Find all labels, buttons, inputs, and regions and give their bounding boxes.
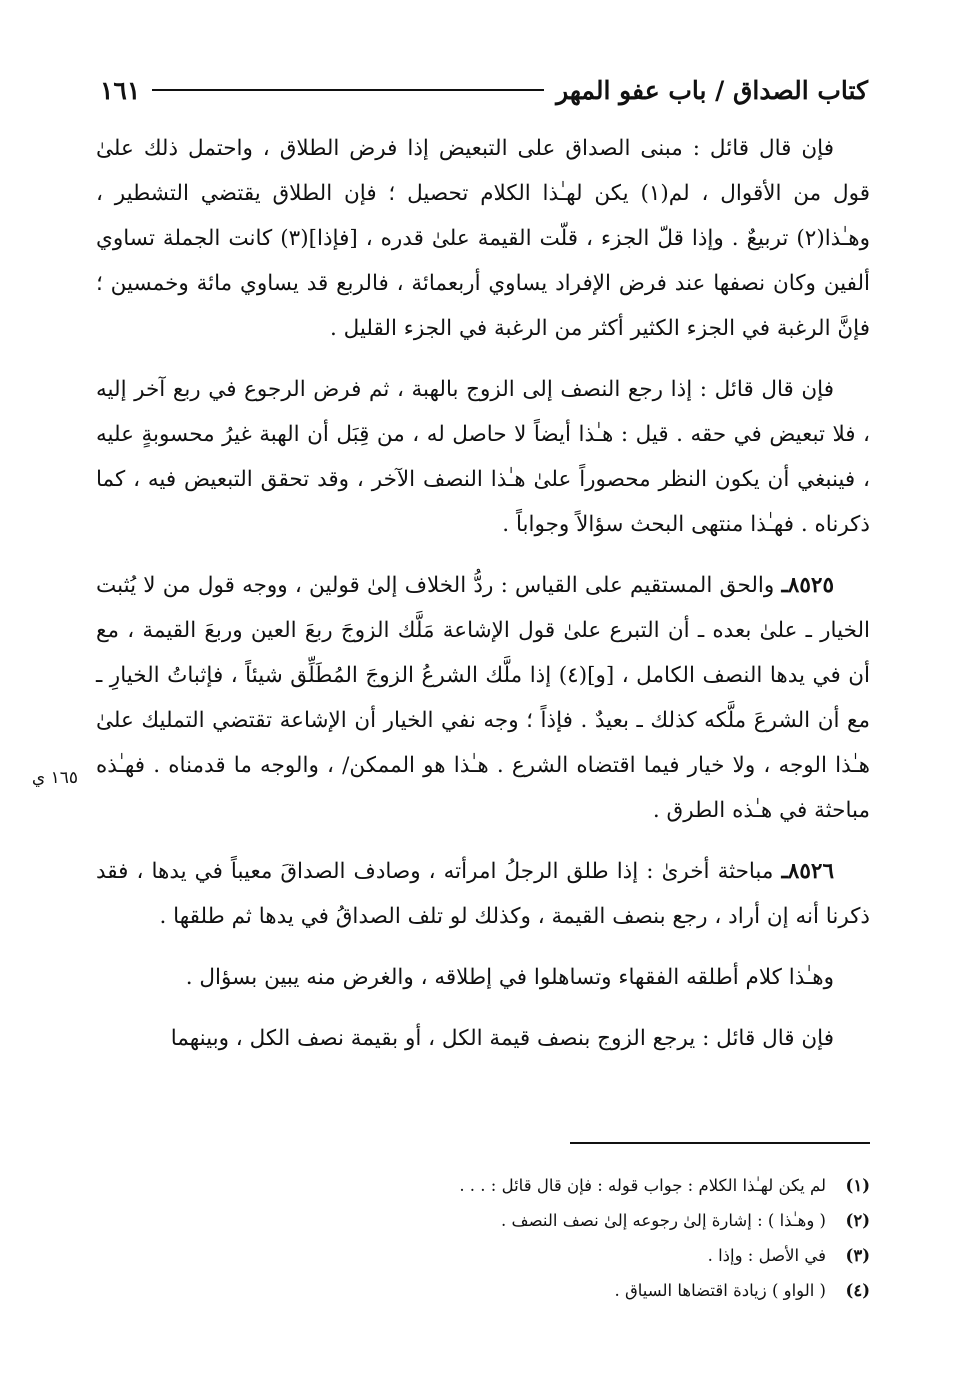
paragraph-text: وهـٰذا كلام أطلقه الفقهاء وتساهلوا في إطلاقه ، والغرض منه يبين بسؤال . xyxy=(185,965,834,990)
footnote xyxy=(300,1238,870,1273)
footnote-number: (١) xyxy=(845,1176,870,1195)
paragraph xyxy=(96,126,870,351)
footnote-text: ( وهـٰذا ) : إشارة إلىٰ رجوعه إلىٰ نصف النصف . xyxy=(501,1211,826,1230)
paragraph xyxy=(96,367,870,547)
footnote xyxy=(300,1168,870,1203)
paragraph-number: ٨٥٢٦ـ xyxy=(781,859,834,884)
paragraph-text: مباحثة أخرىٰ : إذا طلق الرجلُ امرأته ، وصادف الصداقَ معيباً في يدها ، فقد ذكرنا أنه إن أراد ، رجع بنصف القيمة ، وكذلك لو تلف الصداقُ في يدها ثم طلقها . xyxy=(96,859,870,929)
paragraph-text: فإن قال قائل : يرجع الزوج بنصف قيمة الكل ، أو بقيمة نصف الكل ، وبينهما xyxy=(170,1026,834,1051)
footnotes xyxy=(300,1168,870,1308)
paragraph-number: ٨٥٢٥ـ xyxy=(781,573,834,598)
footnote-rule xyxy=(570,1142,870,1144)
paragraph-text: فإن قال قائل : إذا رجع النصف إلى الزوج بالهبة ، ثم فرض الرجوع في ربع آخر إليه ، فلا تبعيض في حقه . قيل : هـٰذا أيضاً لا حاصل له ، من قِبَل أن الهبة غيرُ محسوبةٍ عليه ، فينبغي أن يكون النظر محصوراً علىٰ هـٰذا النصف الآخر ، وقد تحقق التبعيض فيه ، كما ذكرناه . فهـٰذا منتهى البحث سؤالاً وجواباً . xyxy=(96,377,870,537)
footnote-text: في الأصل : وإذا . xyxy=(707,1246,826,1265)
footnote xyxy=(300,1203,870,1238)
paragraph xyxy=(96,563,870,833)
footnote-number: (٣) xyxy=(845,1246,870,1265)
paragraph xyxy=(96,849,870,939)
footnote-text: لم يكن لهـٰذا الكلام : جواب قوله : فإن قال قائل : . . . xyxy=(459,1176,826,1195)
paragraph-text: والحق المستقيم على القياس : ردُّ الخلاف إلىٰ قولين ، ووجه قول من لا يُثبت الخيار ـ علىٰ بعده ـ أن التبرع علىٰ قول الإشاعة مَلَّك الزوجَ ربعَ العين وربعَ القيمة ، مع أن في يدها النصف الكامل ، [و](٤) إذا ملَّك الشرعُ الزوجَ المُطَلِّق شيئاً ، فإثباتُ الخيارِ ـ مع أن الشرعَ ملَّكه كذلك ـ بعيدٌ . فإذاً ؛ وجه نفي الخيار أن الإشاعة تقتضي التمليك علىٰ هـٰذا الوجه ، ولا خيار فيما اقتضاه الشرع . هـٰذا هو الممكن/ ، والوجه ما قدمناه . فهـٰذه مباحثة في هـٰذه الطرق . xyxy=(96,573,870,823)
body-text xyxy=(96,126,870,1061)
footnote-number: (٢) xyxy=(845,1211,870,1230)
footnote-number: (٤) xyxy=(845,1281,870,1300)
header-rule xyxy=(152,89,544,91)
footnote-text: ( الواو ) زيادة اقتضاها السياق . xyxy=(614,1281,826,1300)
page-header xyxy=(100,70,868,110)
margin-page-reference: ١٦٥ ي xyxy=(31,768,78,788)
page-number: ١٦١ xyxy=(100,75,141,105)
running-title: كتاب الصداق / باب عفو المهر xyxy=(556,75,868,105)
paragraph xyxy=(96,955,870,1000)
paragraph xyxy=(96,1016,870,1061)
paragraph-text: فإن قال قائل : مبنى الصداق على التبعيض إذا فرض الطلاق ، واحتمل ذلك علىٰ قول من الأقوال ، لم(١) يكن لهـٰذا الكلام تحصيل ؛ فإن الطلاق يقتضي التشطير ، وهـٰذا(٢) تربيعٌ . وإذا قلّ الجزء ، قلّت القيمة علىٰ قدره ، [فإذا](٣) كانت الجملة تساوي ألفين وكان نصفها عند فرض الإفراد يساوي أربعمائة ، فالربع قد يساوي مائة وخمسين ؛ فإنَّ الرغبة في الجزء الكثير أكثر من الرغبة في الجزء القليل . xyxy=(96,136,870,341)
footnote xyxy=(300,1273,870,1308)
